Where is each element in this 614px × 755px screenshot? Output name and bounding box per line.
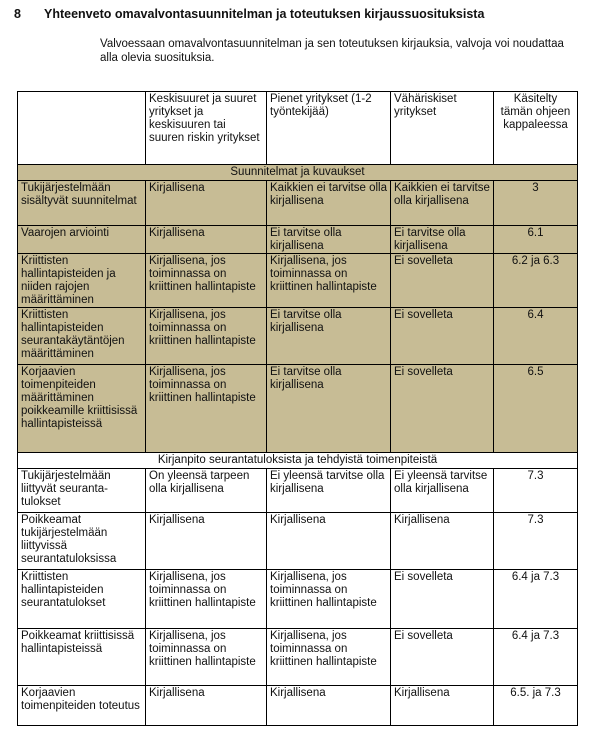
large-companies-cell: Kirjallisena, jos toiminnassa on kriittinen hallintapiste <box>146 365 267 453</box>
chapter-cell: 6.5. ja 7.3 <box>494 686 578 726</box>
large-companies-cell: Kirjallisena <box>146 513 267 570</box>
row-label-cell: Poikkeamat tukijärjestelmään liittyvissä seurantatuloksissa <box>18 513 146 570</box>
chapter-cell: 6.4 ja 7.3 <box>494 629 578 686</box>
column-header <box>18 92 146 165</box>
table-row <box>18 181 578 226</box>
chapter-cell: 6.2 ja 6.3 <box>494 254 578 308</box>
intro-paragraph: Valvoessaan omavalvontasuunnitelman ja sen toteutuksen kirjauksia, valvoja voi noudattaa alla olevia suosituksia. <box>100 38 564 64</box>
table-row <box>18 308 578 365</box>
small-companies-cell: Kaikkien ei tarvitse olla kirjallisena <box>267 181 391 226</box>
small-companies-cell: Kirjallisena, jos toiminnassa on kriittinen hallintapiste <box>267 254 391 308</box>
section-title: Yhteenveto omavalvontasuunnitelman ja toteutuksen kirjaussuosituksista <box>44 7 485 21</box>
large-companies-cell: On yleensä tarpeen olla kirjallisena <box>146 469 267 513</box>
low-risk-companies-cell: Ei sovelleta <box>391 254 494 308</box>
chapter-cell: 3 <box>494 181 578 226</box>
row-label-cell: Kriittisten hallintapisteiden ja niiden rajojen määrittäminen <box>18 254 146 308</box>
large-companies-cell: Kirjallisena <box>146 226 267 254</box>
row-label-cell: Kriittisten hallintapisteiden seurantakäytäntöjen määrittäminen <box>18 308 146 365</box>
low-risk-companies-cell: Kaikkien ei tarvitse olla kirjallisena <box>391 181 494 226</box>
chapter-cell: 6.5 <box>494 365 578 453</box>
chapter-cell: 7.3 <box>494 469 578 513</box>
large-companies-cell: Kirjallisena, jos toiminnassa on kriittinen hallintapiste <box>146 254 267 308</box>
large-companies-cell: Kirjallisena, jos toiminnassa on kriittinen hallintapiste <box>146 629 267 686</box>
low-risk-companies-cell: Ei sovelleta <box>391 308 494 365</box>
small-companies-cell: Ei tarvitse olla kirjallisena <box>267 308 391 365</box>
large-companies-cell: Kirjallisena, jos toiminnassa on kriittinen hallintapiste <box>146 308 267 365</box>
chapter-cell: 6.4 <box>494 308 578 365</box>
low-risk-companies-cell: Kirjallisena <box>391 513 494 570</box>
table-row <box>18 570 578 629</box>
table-row <box>18 226 578 254</box>
small-companies-cell: Ei tarvitse olla kirjallisena <box>267 365 391 453</box>
low-risk-companies-cell: Ei sovelleta <box>391 629 494 686</box>
small-companies-cell: Kirjallisena <box>267 513 391 570</box>
section-number: 8 <box>14 7 21 21</box>
low-risk-companies-cell: Kirjallisena <box>391 686 494 726</box>
small-companies-cell: Kirjallisena <box>267 686 391 726</box>
section-row <box>18 165 578 181</box>
chapter-cell: 6.1 <box>494 226 578 254</box>
column-header: Vähäriskiset yritykset <box>391 92 494 165</box>
chapter-cell: 6.4 ja 7.3 <box>494 570 578 629</box>
small-companies-cell: Kirjallisena, jos toiminnassa on kriittinen hallintapiste <box>267 629 391 686</box>
column-header: Käsitelty tämän ohjeen kappaleessa <box>494 92 578 165</box>
section-heading <box>14 7 484 21</box>
large-companies-cell: Kirjallisena, jos toiminnassa on kriittinen hallintapiste <box>146 570 267 629</box>
section-title-cell: Kirjanpito seurantatuloksista ja tehdyistä toimenpiteistä <box>18 453 578 469</box>
small-companies-cell: Ei tarvitse olla kirjallisena <box>267 226 391 254</box>
small-companies-cell: Kirjallisena, jos toiminnassa on kriittinen hallintapiste <box>267 570 391 629</box>
table-header-row <box>18 92 578 165</box>
table-row <box>18 686 578 726</box>
row-label-cell: Tukijärjestelmään liittyvät seuranta-tulokset <box>18 469 146 513</box>
column-header: Keskisuuret ja suuret yritykset ja keskisuuren tai suuren riskin yritykset <box>146 92 267 165</box>
recommendations-table <box>17 91 578 726</box>
section-row <box>18 453 578 469</box>
small-companies-cell: Ei yleensä tarvitse olla kirjallisena <box>267 469 391 513</box>
table-row <box>18 469 578 513</box>
table-row <box>18 629 578 686</box>
low-risk-companies-cell: Ei tarvitse olla kirjallisena <box>391 226 494 254</box>
column-header: Pienet yritykset (1-2 työntekijää) <box>267 92 391 165</box>
table-row <box>18 513 578 570</box>
row-label-cell: Poikkeamat kriittisissä hallintapisteissä <box>18 629 146 686</box>
low-risk-companies-cell: Ei sovelleta <box>391 365 494 453</box>
row-label-cell: Vaarojen arviointi <box>18 226 146 254</box>
large-companies-cell: Kirjallisena <box>146 181 267 226</box>
table-row <box>18 254 578 308</box>
chapter-cell: 7.3 <box>494 513 578 570</box>
row-label-cell: Korjaavien toimenpiteiden toteutus <box>18 686 146 726</box>
low-risk-companies-cell: Ei yleensä tarvitse olla kirjallisena <box>391 469 494 513</box>
large-companies-cell: Kirjallisena <box>146 686 267 726</box>
row-label-cell: Kriittisten hallintapisteiden seurantatulokset <box>18 570 146 629</box>
low-risk-companies-cell: Ei sovelleta <box>391 570 494 629</box>
table-row <box>18 365 578 453</box>
section-title-cell: Suunnitelmat ja kuvaukset <box>18 165 578 181</box>
row-label-cell: Korjaavien toimenpiteiden määrittäminen poikkeamille kriittisissä hallintapisteissä <box>18 365 146 453</box>
row-label-cell: Tukijärjestelmään sisältyvät suunnitelmat <box>18 181 146 226</box>
